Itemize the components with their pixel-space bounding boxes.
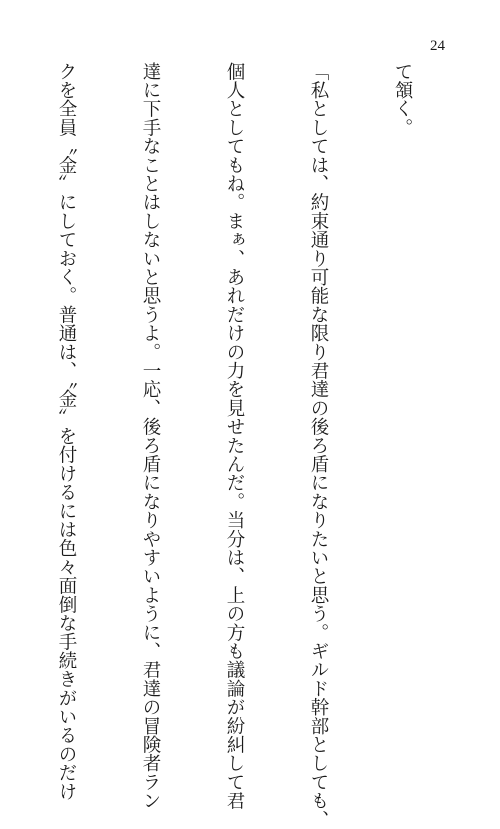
text-line: 個人としてもね。まぁ、あれだけの力を見せたんだ。当分は、上の方も議論が紛糾して君 — [224, 62, 245, 811]
text-line: クを全員〝金〟にしておく。普通は、〝金〟を付けるには色々面倒な手続きがいるのだけ — [56, 62, 77, 801]
novel-text-column — [0, 62, 472, 829]
page-number: 24 — [430, 38, 445, 54]
text-line: 達に下手なことはしないと思うよ。一応、後ろ盾になりやすいように、君達の冒険者ラン — [140, 62, 161, 810]
text-line: て頷く。 — [392, 62, 413, 137]
text-line: 「私としては、約束通り可能な限り君達の後ろ盾になりたいと思う。ギルド幹部としても、 — [308, 62, 329, 829]
